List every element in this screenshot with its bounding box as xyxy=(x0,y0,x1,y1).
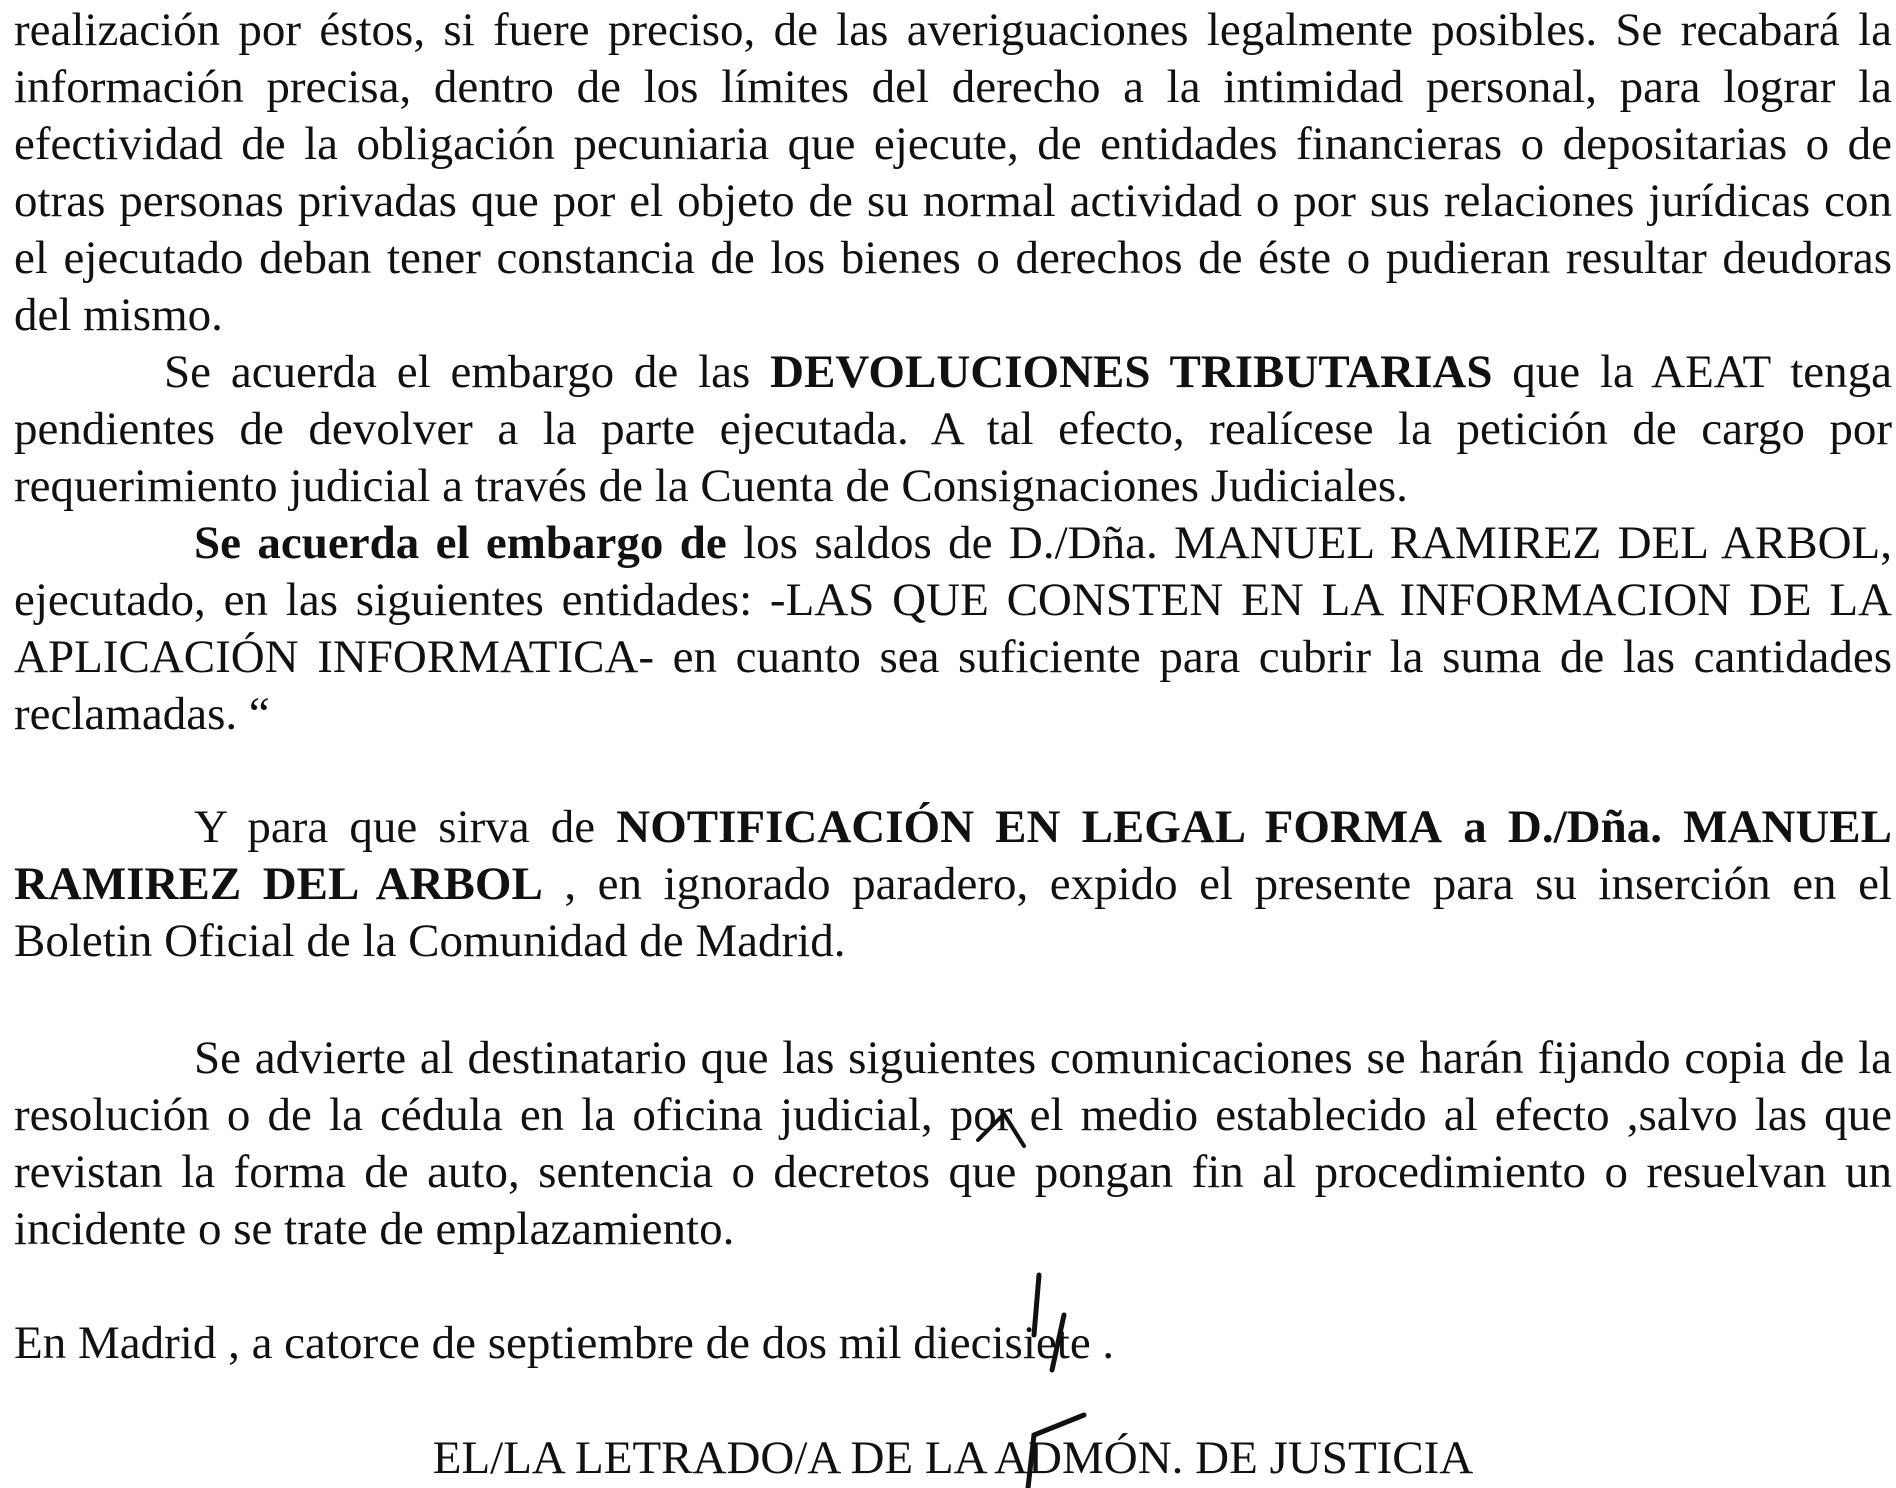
p2-bold-devoluciones: DEVOLUCIONES TRIBUTARIAS xyxy=(770,346,1493,398)
document-page xyxy=(14,0,1894,1488)
paragraph-devoluciones-tributarias xyxy=(14,344,1892,515)
signature-title: EL/LA LETRADO/A DE LA ADMÓN. DE JUSTICIA xyxy=(432,1432,1474,1484)
paragraph-averiguaciones: realización por éstos, si fuere preciso, de las averiguaciones legalmente posibles. Se recabará la información precisa, dentro de los límites del derecho a la intimidad personal, para lograr la efectividad de la obligación pecuniaria que ejecute, de entidades financieras o depositarias o de otras personas privadas que por el objeto de su normal actividad o por sus relaciones jurídicas con el ejecutado deban tener constancia de los bienes o derechos de éste o pudieran resultar deudoras del mismo. xyxy=(14,4,1892,341)
p4-bold-notificacion: NOTIFICACIÓN EN LEGAL FORMA xyxy=(616,801,1443,853)
p4-text-c xyxy=(1442,801,1463,853)
p4-text-a: Y para que sirva de xyxy=(194,801,617,853)
p2-text-a: Se acuerda el embargo de las xyxy=(164,346,771,398)
p2-text-c: que la AEAT tenga pendientes de devolver a la parte ejecutada. A tal efecto, realícese la petición de cargo por requerimiento judicial a través de la Cuenta de Consignaciones Judiciales. xyxy=(14,346,1892,512)
p4-bold-destinatario: a D./Dña. MANUEL RAMIREZ DEL ARBOL xyxy=(14,801,1893,910)
paragraph-embargo-saldos xyxy=(14,515,1892,743)
p3-bold-acuerda: Se acuerda el embargo de xyxy=(194,517,727,569)
paragraph-advertencia: Se advierte al destinatario que las siguientes comunicaciones se harán fijando copia de la resolución o de la cédula en la oficina judicial, por el medio establecido al efecto ,salvo las que revistan la forma de auto, sentencia o decretos que pongan fin al procedimiento o resuelvan un incidente o se trate de emplazamiento. xyxy=(14,1032,1892,1255)
paragraph-notificacion xyxy=(14,799,1892,970)
paragraph-fecha: En Madrid , a catorce de septiembre de dos mil diecisiete . xyxy=(14,1317,1115,1369)
p3-text-b: los saldos de D./Dña. MANUEL RAMIREZ DEL ARBOL, ejecutado, en las siguientes entidades: -LAS QUE CONSTEN EN LA INFORMACION DE LA APLICACIÓN INFORMATICA- en cuanto sea suficiente para cubrir la suma de las cantidades reclamadas. “ xyxy=(14,517,1893,740)
p4-text-e: , en ignorado paradero, expido el presente para su inserción en el Boletin Oficial de la Comunidad de Madrid. xyxy=(14,858,1892,967)
